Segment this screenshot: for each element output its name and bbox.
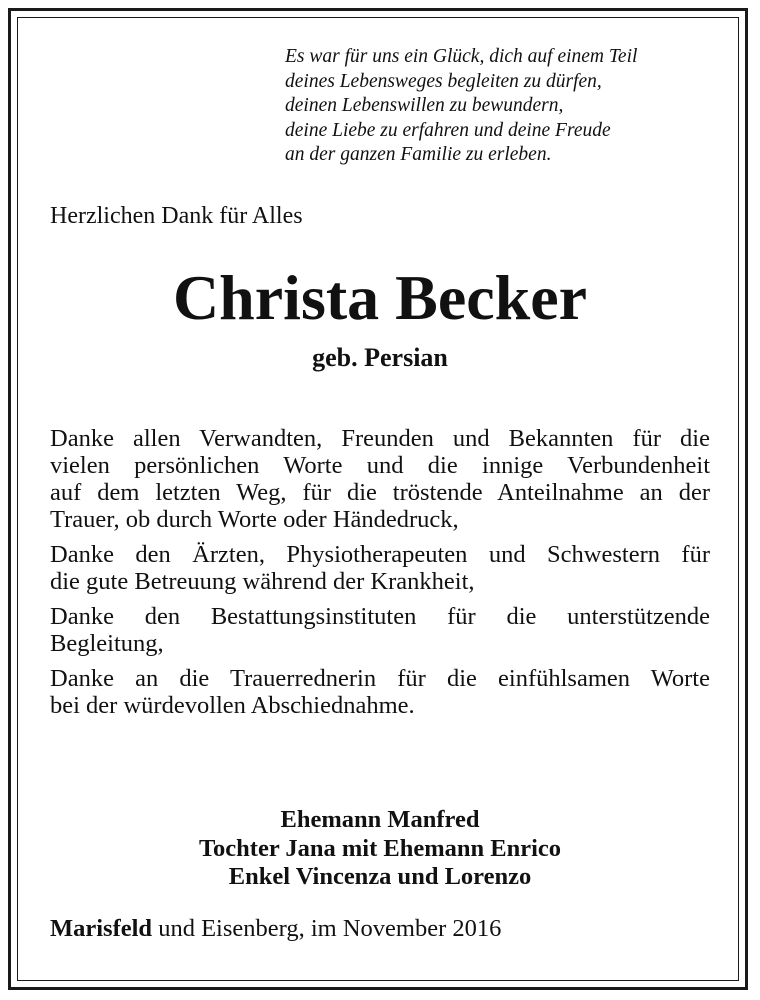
- thanks-paragraph: [50, 665, 710, 719]
- thanks-line: Danke den Bestattungsinstituten für die unterstützende: [50, 603, 710, 630]
- thanks-line: vielen persönlichen Worte und die innige Verbundenheit: [50, 452, 710, 479]
- greeting: Herzlichen Dank für Alles: [50, 203, 303, 229]
- place-date-rest: und Eisenberg, im November 2016: [152, 915, 502, 942]
- family-signatures: [0, 806, 760, 892]
- family-member: Tochter Jana mit Ehemann Enrico: [198, 834, 562, 862]
- thanks-line: Trauer, ob durch Worte oder Händedruck,: [50, 506, 459, 533]
- thanks-line: auf dem letzten Weg, für die tröstende Anteilnahme an der: [50, 479, 710, 506]
- family-member: Enkel Vincenza und Lorenzo: [228, 863, 532, 890]
- thanks-paragraph: [50, 425, 710, 533]
- thanks-paragraph: [50, 603, 710, 657]
- thanks-section: [50, 425, 710, 727]
- poem-line: deines Lebensweges begleiten zu dürfen,: [285, 70, 602, 92]
- poem-line: deine Liebe zu erfahren und deine Freude: [285, 119, 611, 141]
- poem-line: an der ganzen Familie zu erleben.: [285, 144, 552, 165]
- thanks-paragraph: [50, 541, 710, 595]
- maiden-name: geb. Persian: [312, 343, 448, 372]
- poem-line: Es war für uns ein Glück, dich auf einem Teil: [285, 46, 638, 67]
- thanks-line: Begleitung,: [50, 630, 164, 657]
- thanks-line: die gute Betreuung während der Krankheit,: [50, 568, 475, 595]
- place-name: Marisfeld: [50, 915, 153, 942]
- family-member: Ehemann Manfred: [280, 806, 480, 833]
- thanks-line: Danke den Ärzten, Physiotherapeuten und Schwestern für: [50, 541, 710, 568]
- deceased-name: Christa Becker: [172, 262, 588, 333]
- thanks-line: Danke allen Verwandten, Freunden und Bekannten für die: [50, 425, 710, 452]
- thanks-line: bei der würdevollen Abschiednahme.: [50, 692, 415, 719]
- thanks-line: Danke an die Trauerrednerin für die einfühlsamen Worte: [50, 665, 710, 692]
- memorial-poem: [285, 45, 705, 168]
- poem-line: deinen Lebenswillen zu bewundern,: [285, 95, 564, 116]
- place-date-line: [50, 914, 501, 944]
